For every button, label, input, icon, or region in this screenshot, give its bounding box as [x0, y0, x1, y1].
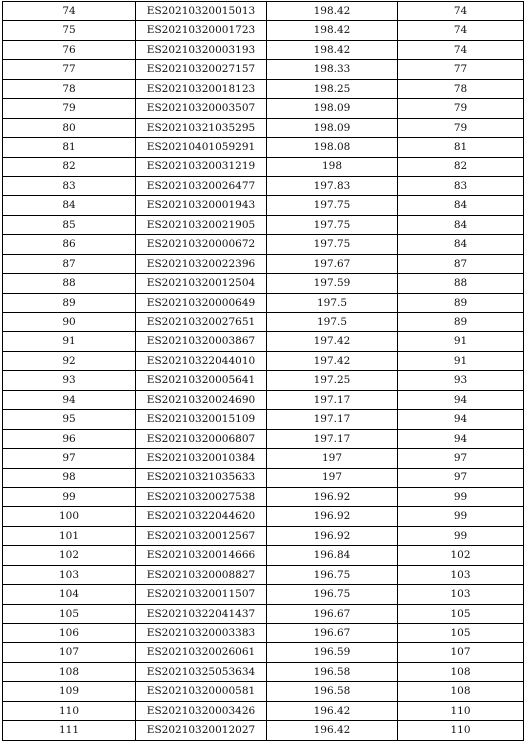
registration-id-cell: ES20210320015109	[136, 410, 267, 429]
row-number-cell: 76	[3, 40, 136, 59]
rank-cell: 94	[398, 390, 524, 409]
row-number-cell: 106	[3, 624, 136, 643]
registration-id-cell: ES20210320021905	[136, 215, 267, 234]
row-number-cell: 97	[3, 449, 136, 468]
rank-cell: 87	[398, 254, 524, 273]
table-row	[3, 79, 524, 98]
row-number-cell: 87	[3, 254, 136, 273]
registration-id-cell: ES20210320012567	[136, 526, 267, 545]
score-cell: 198	[267, 157, 398, 176]
row-number-cell: 92	[3, 351, 136, 370]
score-cell: 197.17	[267, 429, 398, 448]
score-cell: 196.92	[267, 487, 398, 506]
table-row	[3, 721, 524, 740]
rank-cell: 94	[398, 429, 524, 448]
rank-cell: 110	[398, 721, 524, 740]
score-cell: 197.5	[267, 313, 398, 332]
table-row	[3, 624, 524, 643]
registration-id-cell: ES20210320003507	[136, 99, 267, 118]
rank-cell: 103	[398, 565, 524, 584]
table-row	[3, 507, 524, 526]
score-cell: 196.59	[267, 643, 398, 662]
table-row	[3, 274, 524, 293]
table-row	[3, 662, 524, 681]
registration-id-cell: ES20210320027538	[136, 487, 267, 506]
rank-cell: 74	[398, 21, 524, 40]
table-row	[3, 196, 524, 215]
registration-id-cell: ES20210325053634	[136, 662, 267, 681]
table-row	[3, 215, 524, 234]
rank-cell: 89	[398, 293, 524, 312]
rank-cell: 79	[398, 99, 524, 118]
table-row	[3, 449, 524, 468]
score-cell: 198.42	[267, 2, 398, 21]
row-number-cell: 78	[3, 79, 136, 98]
table-row	[3, 351, 524, 370]
score-cell: 198.09	[267, 118, 398, 137]
table-row	[3, 21, 524, 40]
rank-cell: 74	[398, 2, 524, 21]
table-row	[3, 371, 524, 390]
table-row	[3, 157, 524, 176]
row-number-cell: 103	[3, 565, 136, 584]
table-row	[3, 332, 524, 351]
rank-cell: 83	[398, 176, 524, 195]
table-row	[3, 526, 524, 545]
row-number-cell: 77	[3, 60, 136, 79]
registration-id-cell: ES20210320000581	[136, 682, 267, 701]
row-number-cell: 108	[3, 662, 136, 681]
rank-cell: 99	[398, 526, 524, 545]
rank-cell: 84	[398, 196, 524, 215]
score-cell: 196.42	[267, 721, 398, 740]
rank-cell: 88	[398, 274, 524, 293]
registration-id-cell: ES20210322044620	[136, 507, 267, 526]
table-row	[3, 390, 524, 409]
score-cell: 196.75	[267, 565, 398, 584]
rank-cell: 78	[398, 79, 524, 98]
registration-id-cell: ES20210320003426	[136, 701, 267, 720]
table-row	[3, 176, 524, 195]
table-row	[3, 293, 524, 312]
registration-id-cell: ES20210320027157	[136, 60, 267, 79]
table-row	[3, 254, 524, 273]
registration-id-cell: ES20210320010384	[136, 449, 267, 468]
rank-cell: 108	[398, 682, 524, 701]
table-row	[3, 701, 524, 720]
rank-cell: 82	[398, 157, 524, 176]
registration-id-cell: ES20210322041437	[136, 604, 267, 623]
rank-cell: 91	[398, 351, 524, 370]
row-number-cell: 89	[3, 293, 136, 312]
score-cell: 197.17	[267, 390, 398, 409]
score-cell: 197.75	[267, 235, 398, 254]
ranking-table	[2, 1, 524, 741]
row-number-cell: 101	[3, 526, 136, 545]
table-row	[3, 60, 524, 79]
table-row	[3, 235, 524, 254]
rank-cell: 94	[398, 410, 524, 429]
row-number-cell: 93	[3, 371, 136, 390]
registration-id-cell: ES20210320008827	[136, 565, 267, 584]
registration-id-cell: ES20210320003867	[136, 332, 267, 351]
registration-id-cell: ES20210320000672	[136, 235, 267, 254]
rank-cell: 93	[398, 371, 524, 390]
registration-id-cell: ES20210320001943	[136, 196, 267, 215]
score-cell: 197.83	[267, 176, 398, 195]
score-cell: 196.92	[267, 526, 398, 545]
score-cell: 198.42	[267, 40, 398, 59]
rank-cell: 84	[398, 215, 524, 234]
rank-cell: 89	[398, 313, 524, 332]
registration-id-cell: ES20210320027651	[136, 313, 267, 332]
row-number-cell: 86	[3, 235, 136, 254]
registration-id-cell: ES20210320011507	[136, 585, 267, 604]
score-cell: 198.25	[267, 79, 398, 98]
table-row	[3, 99, 524, 118]
score-cell: 197.42	[267, 332, 398, 351]
row-number-cell: 94	[3, 390, 136, 409]
row-number-cell: 102	[3, 546, 136, 565]
ranking-table-body	[3, 2, 524, 741]
table-row	[3, 487, 524, 506]
row-number-cell: 111	[3, 721, 136, 740]
score-cell: 197.75	[267, 215, 398, 234]
score-cell: 197.5	[267, 293, 398, 312]
score-cell: 197.67	[267, 254, 398, 273]
registration-id-cell: ES20210320014666	[136, 546, 267, 565]
row-number-cell: 74	[3, 2, 136, 21]
rank-cell: 105	[398, 624, 524, 643]
score-cell: 196.67	[267, 624, 398, 643]
table-row	[3, 468, 524, 487]
row-number-cell: 99	[3, 487, 136, 506]
row-number-cell: 91	[3, 332, 136, 351]
registration-id-cell: ES20210320000649	[136, 293, 267, 312]
table-row	[3, 604, 524, 623]
rank-cell: 105	[398, 604, 524, 623]
table-row	[3, 40, 524, 59]
score-cell: 198.33	[267, 60, 398, 79]
registration-id-cell: ES20210320006807	[136, 429, 267, 448]
row-number-cell: 110	[3, 701, 136, 720]
rank-cell: 74	[398, 40, 524, 59]
row-number-cell: 80	[3, 118, 136, 137]
score-cell: 196.67	[267, 604, 398, 623]
rank-cell: 99	[398, 487, 524, 506]
score-cell: 197.25	[267, 371, 398, 390]
score-cell: 198.42	[267, 21, 398, 40]
table-row	[3, 313, 524, 332]
table-row	[3, 410, 524, 429]
table-row	[3, 585, 524, 604]
registration-id-cell: ES20210320031219	[136, 157, 267, 176]
table-row	[3, 643, 524, 662]
score-cell: 196.75	[267, 585, 398, 604]
table-row	[3, 565, 524, 584]
row-number-cell: 107	[3, 643, 136, 662]
row-number-cell: 83	[3, 176, 136, 195]
score-cell: 196.84	[267, 546, 398, 565]
registration-id-cell: ES20210321035633	[136, 468, 267, 487]
score-cell: 197.42	[267, 351, 398, 370]
row-number-cell: 75	[3, 21, 136, 40]
rank-cell: 91	[398, 332, 524, 351]
score-cell: 197.17	[267, 410, 398, 429]
rank-cell: 102	[398, 546, 524, 565]
registration-id-cell: ES20210321035295	[136, 118, 267, 137]
score-cell: 196.42	[267, 701, 398, 720]
rank-cell: 97	[398, 468, 524, 487]
row-number-cell: 109	[3, 682, 136, 701]
score-cell: 197.75	[267, 196, 398, 215]
registration-id-cell: ES20210320001723	[136, 21, 267, 40]
score-cell: 197	[267, 449, 398, 468]
registration-id-cell: ES20210320024690	[136, 390, 267, 409]
rank-cell: 77	[398, 60, 524, 79]
table-row	[3, 682, 524, 701]
row-number-cell: 90	[3, 313, 136, 332]
rank-cell: 84	[398, 235, 524, 254]
row-number-cell: 105	[3, 604, 136, 623]
table-row	[3, 546, 524, 565]
table-row	[3, 118, 524, 137]
registration-id-cell: ES20210320018123	[136, 79, 267, 98]
rank-cell: 107	[398, 643, 524, 662]
row-number-cell: 82	[3, 157, 136, 176]
registration-id-cell: ES20210320026477	[136, 176, 267, 195]
table-row	[3, 138, 524, 157]
rank-cell: 108	[398, 662, 524, 681]
row-number-cell: 79	[3, 99, 136, 118]
registration-id-cell: ES20210320005641	[136, 371, 267, 390]
registration-id-cell: ES20210320022396	[136, 254, 267, 273]
registration-id-cell: ES20210320003193	[136, 40, 267, 59]
row-number-cell: 100	[3, 507, 136, 526]
registration-id-cell: ES20210320012027	[136, 721, 267, 740]
score-cell: 198.08	[267, 138, 398, 157]
registration-id-cell: ES20210322044010	[136, 351, 267, 370]
table-row	[3, 2, 524, 21]
registration-id-cell: ES20210401059291	[136, 138, 267, 157]
row-number-cell: 98	[3, 468, 136, 487]
score-cell: 197	[267, 468, 398, 487]
row-number-cell: 84	[3, 196, 136, 215]
row-number-cell: 96	[3, 429, 136, 448]
rank-cell: 103	[398, 585, 524, 604]
row-number-cell: 88	[3, 274, 136, 293]
rank-cell: 110	[398, 701, 524, 720]
table-row	[3, 429, 524, 448]
rank-cell: 99	[398, 507, 524, 526]
score-cell: 198.09	[267, 99, 398, 118]
registration-id-cell: ES20210320026061	[136, 643, 267, 662]
rank-cell: 79	[398, 118, 524, 137]
rank-cell: 81	[398, 138, 524, 157]
score-cell: 196.92	[267, 507, 398, 526]
row-number-cell: 104	[3, 585, 136, 604]
row-number-cell: 81	[3, 138, 136, 157]
row-number-cell: 95	[3, 410, 136, 429]
score-cell: 197.59	[267, 274, 398, 293]
registration-id-cell: ES20210320012504	[136, 274, 267, 293]
row-number-cell: 85	[3, 215, 136, 234]
rank-cell: 97	[398, 449, 524, 468]
score-cell: 196.58	[267, 682, 398, 701]
registration-id-cell: ES20210320003383	[136, 624, 267, 643]
registration-id-cell: ES20210320015013	[136, 2, 267, 21]
score-cell: 196.58	[267, 662, 398, 681]
